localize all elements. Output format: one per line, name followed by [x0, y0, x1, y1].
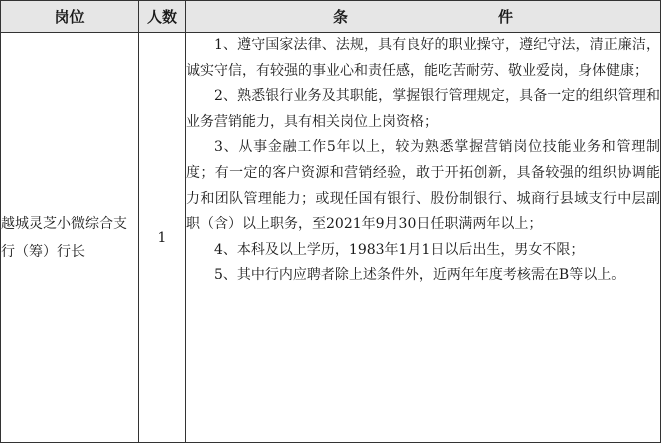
post-cell: 越城灵芝小微综合支行（筹）行长: [1, 33, 139, 443]
header-post: 岗位: [1, 1, 139, 33]
header-row: [1, 1, 661, 33]
condition-item-5: 5、其中行内应聘者除上述条件外，近两年年度考核需在B等以上。: [214, 267, 626, 284]
header-conditions-right: 件: [498, 8, 514, 26]
condition-item-3: 3、从事金融工作5年以上，较为熟悉掌握营销岗位技能业务和管理制度；有一定的客户资源和营销经验，敢于开拓创新，具备较强的组织协调能力和团队管理能力；或现任国有银行、股份制银行、城商行县域支行中层副职（含）以上职务，至2021年9月30日任职满两年以上；: [186, 139, 660, 233]
header-conditions-left: 条: [332, 8, 348, 26]
table-row: [1, 33, 661, 443]
header-conditions: [186, 1, 661, 33]
condition-item-1: 1、遵守国家法律、法规，具有良好的职业操守，遵纪守法，清正廉洁，诚实守信，有较强的事业心和责任感，能吃苦耐劳、敬业爱岗，身体健康；: [186, 37, 660, 79]
condition-item-4: 4、本科及以上学历，1983年1月1日以后出生，男女不限；: [214, 241, 585, 258]
conditions-cell: [186, 33, 661, 443]
count-cell: 1: [139, 33, 186, 443]
header-count: 人数: [139, 1, 186, 33]
condition-item-2: 2、熟悉银行业务及其职能，掌握银行管理规定，具备一定的组织管理和业务营销能力，具有相关岗位上岗资格；: [186, 88, 660, 130]
